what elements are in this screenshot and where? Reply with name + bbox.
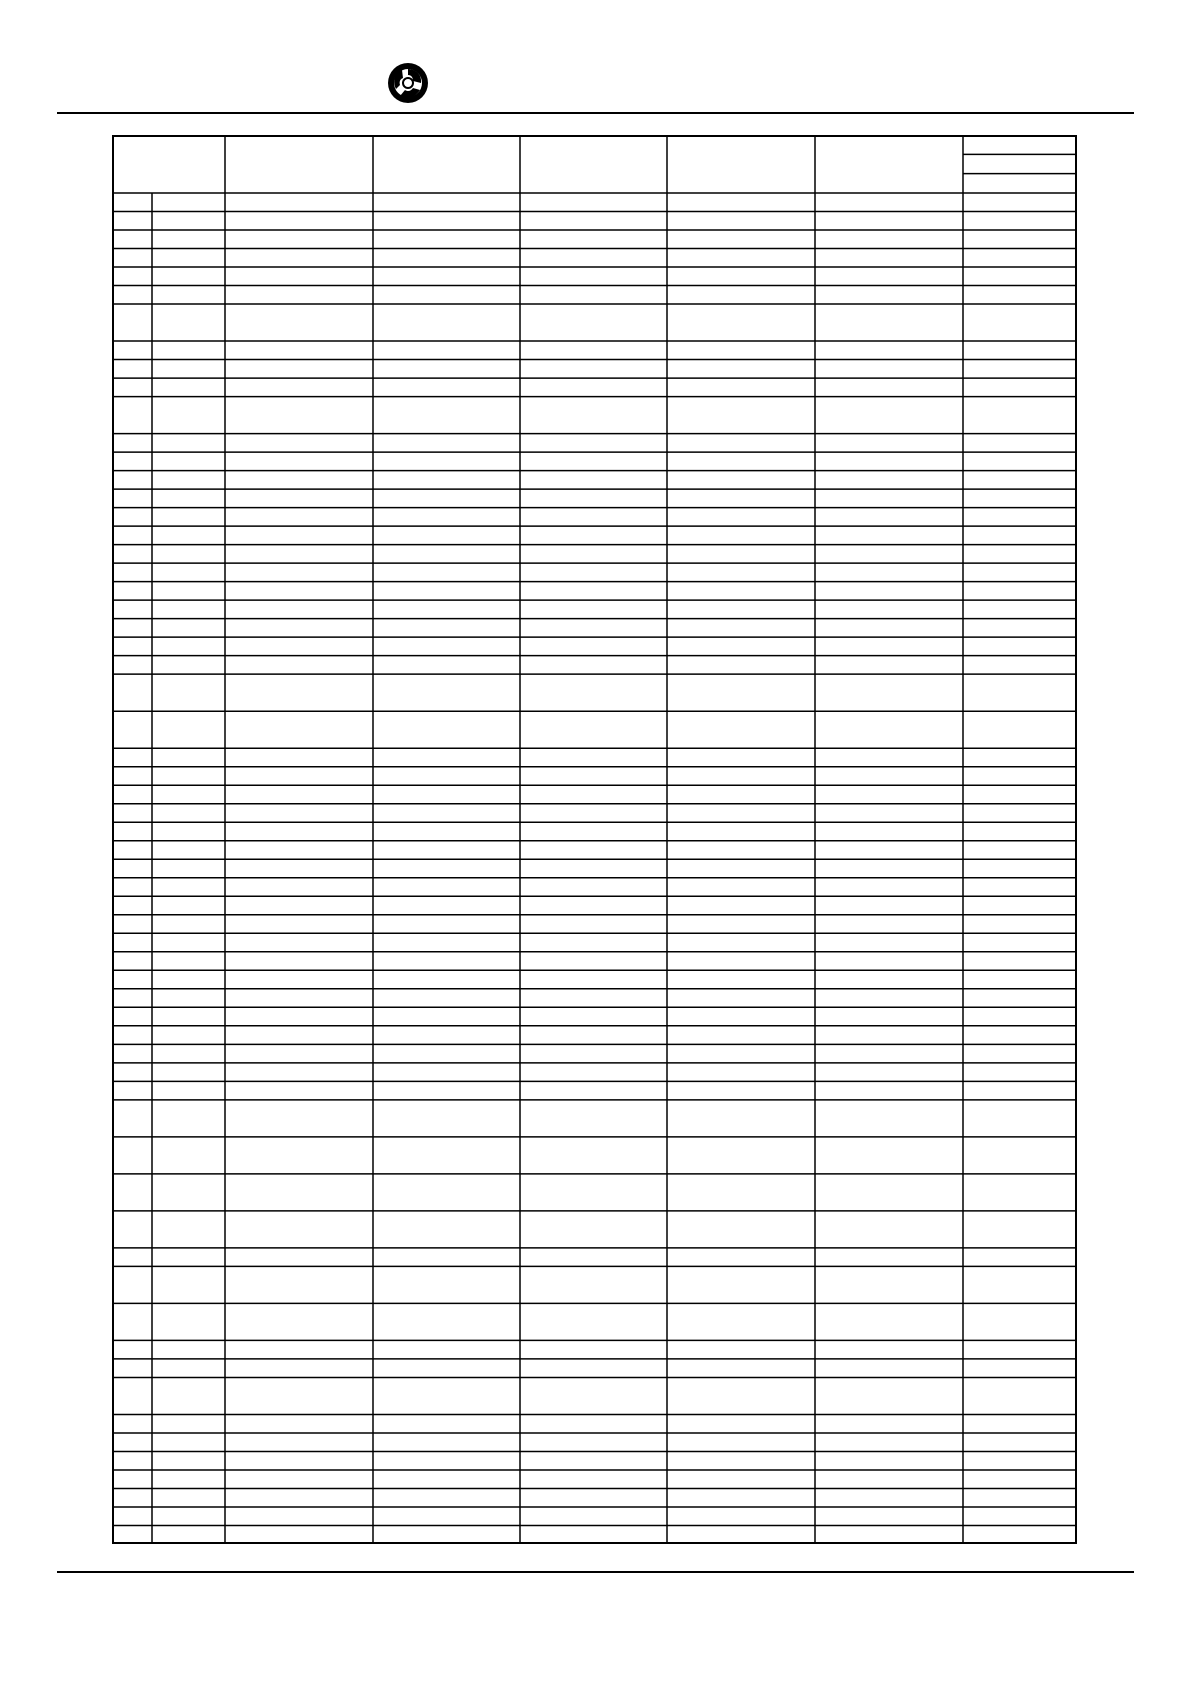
swirl-logo-icon xyxy=(386,61,430,105)
header-rule xyxy=(57,112,1134,114)
table-border xyxy=(113,136,1076,1543)
footer-rule xyxy=(57,1571,1134,1573)
form-grid xyxy=(112,135,1077,1544)
grid-lines xyxy=(112,135,1077,1544)
